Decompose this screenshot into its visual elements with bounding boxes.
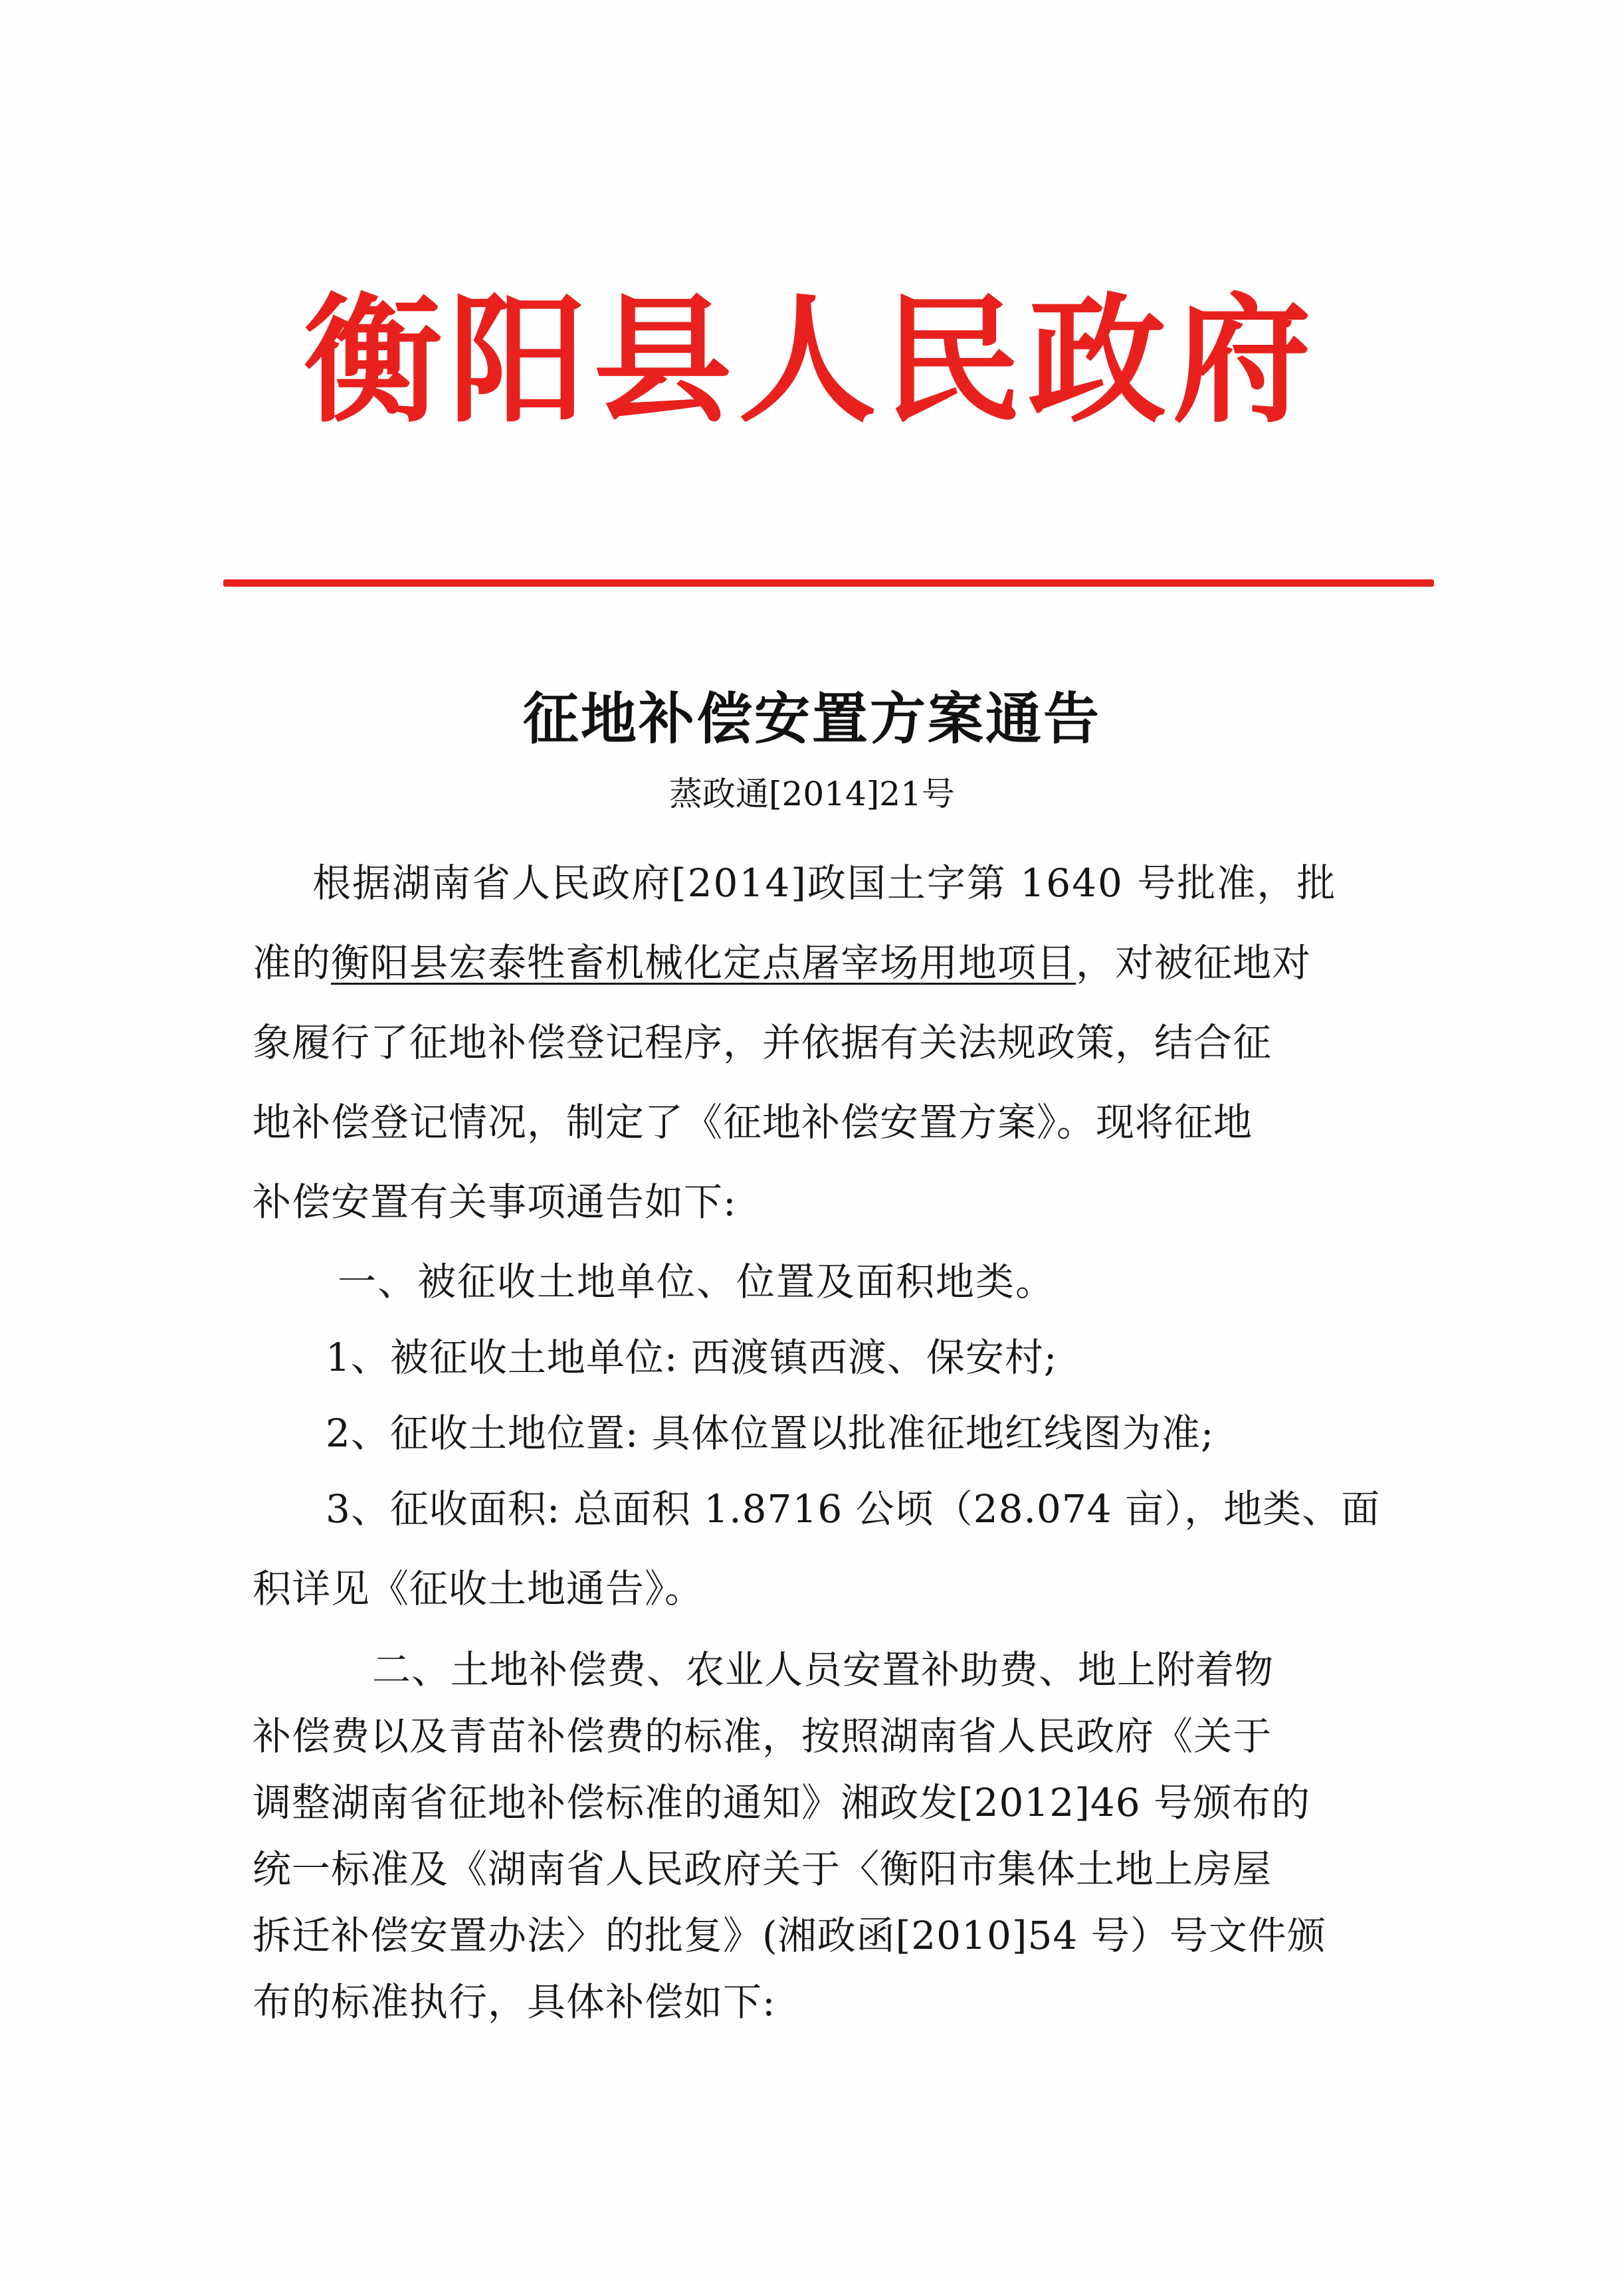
notice-title: 征地补偿安置方案通告 [522,686,1101,751]
document-number: 蒸政通[2014]21号 [669,775,955,813]
paragraph-line: 补偿安置有关事项通告如下: [253,1179,737,1225]
section-heading: 一、被征收土地单位、位置及面积地类。 [338,1259,1056,1304]
paragraph-line: 象履行了征地补偿登记程序，并依据有关法规政策，结合征 [253,1020,1272,1065]
list-item: 3、征收面积: 总面积 1.8716 公顷（28.074 亩），地类、面 [326,1486,1381,1532]
section-heading: 二、土地补偿费、农业人员安置补助费、地上附着物 [372,1647,1274,1692]
issuer-header: 衡阳县人民政府 [304,281,1318,442]
paragraph-line [253,940,1312,985]
list-item: 1、被征收土地单位: 西渡镇西渡、保安村; [326,1335,1058,1380]
paragraph-line: 根据湖南省人民政府[2014]政国土字第 1640 号批准，批 [312,860,1337,906]
paragraph-text: ，对被征地对 [1076,940,1312,985]
list-item: 2、征收土地位置: 具体位置以批准征地红线图为准; [326,1411,1215,1456]
paragraph-line: 统一标准及《湖南省人民政府关于〈衡阳市集体土地上房屋 [253,1846,1272,1892]
paragraph-line: 补偿费以及青苗补偿费的标准，按照湖南省人民政府《关于 [253,1714,1272,1759]
paragraph-line: 拆迁补偿安置办法〉的批复》(湘政函[2010]54 号）号文件颁 [253,1913,1326,1958]
red-divider [223,579,1434,587]
paragraph-line: 地补偿登记情况，制定了《征地补偿安置方案》。现将征地 [253,1100,1253,1145]
paragraph-line: 布的标准执行，具体补偿如下: [253,1979,776,2025]
project-name: 衡阳县宏泰牲畜机械化定点屠宰场用地项目 [331,940,1076,985]
paragraph-line: 积详见《征收土地通告》。 [253,1566,704,1611]
paragraph-text: 准的 [253,940,332,985]
paragraph-line: 调整湖南省征地补偿标准的通知》湘政发[2012]46 号颁布的 [253,1780,1311,1825]
